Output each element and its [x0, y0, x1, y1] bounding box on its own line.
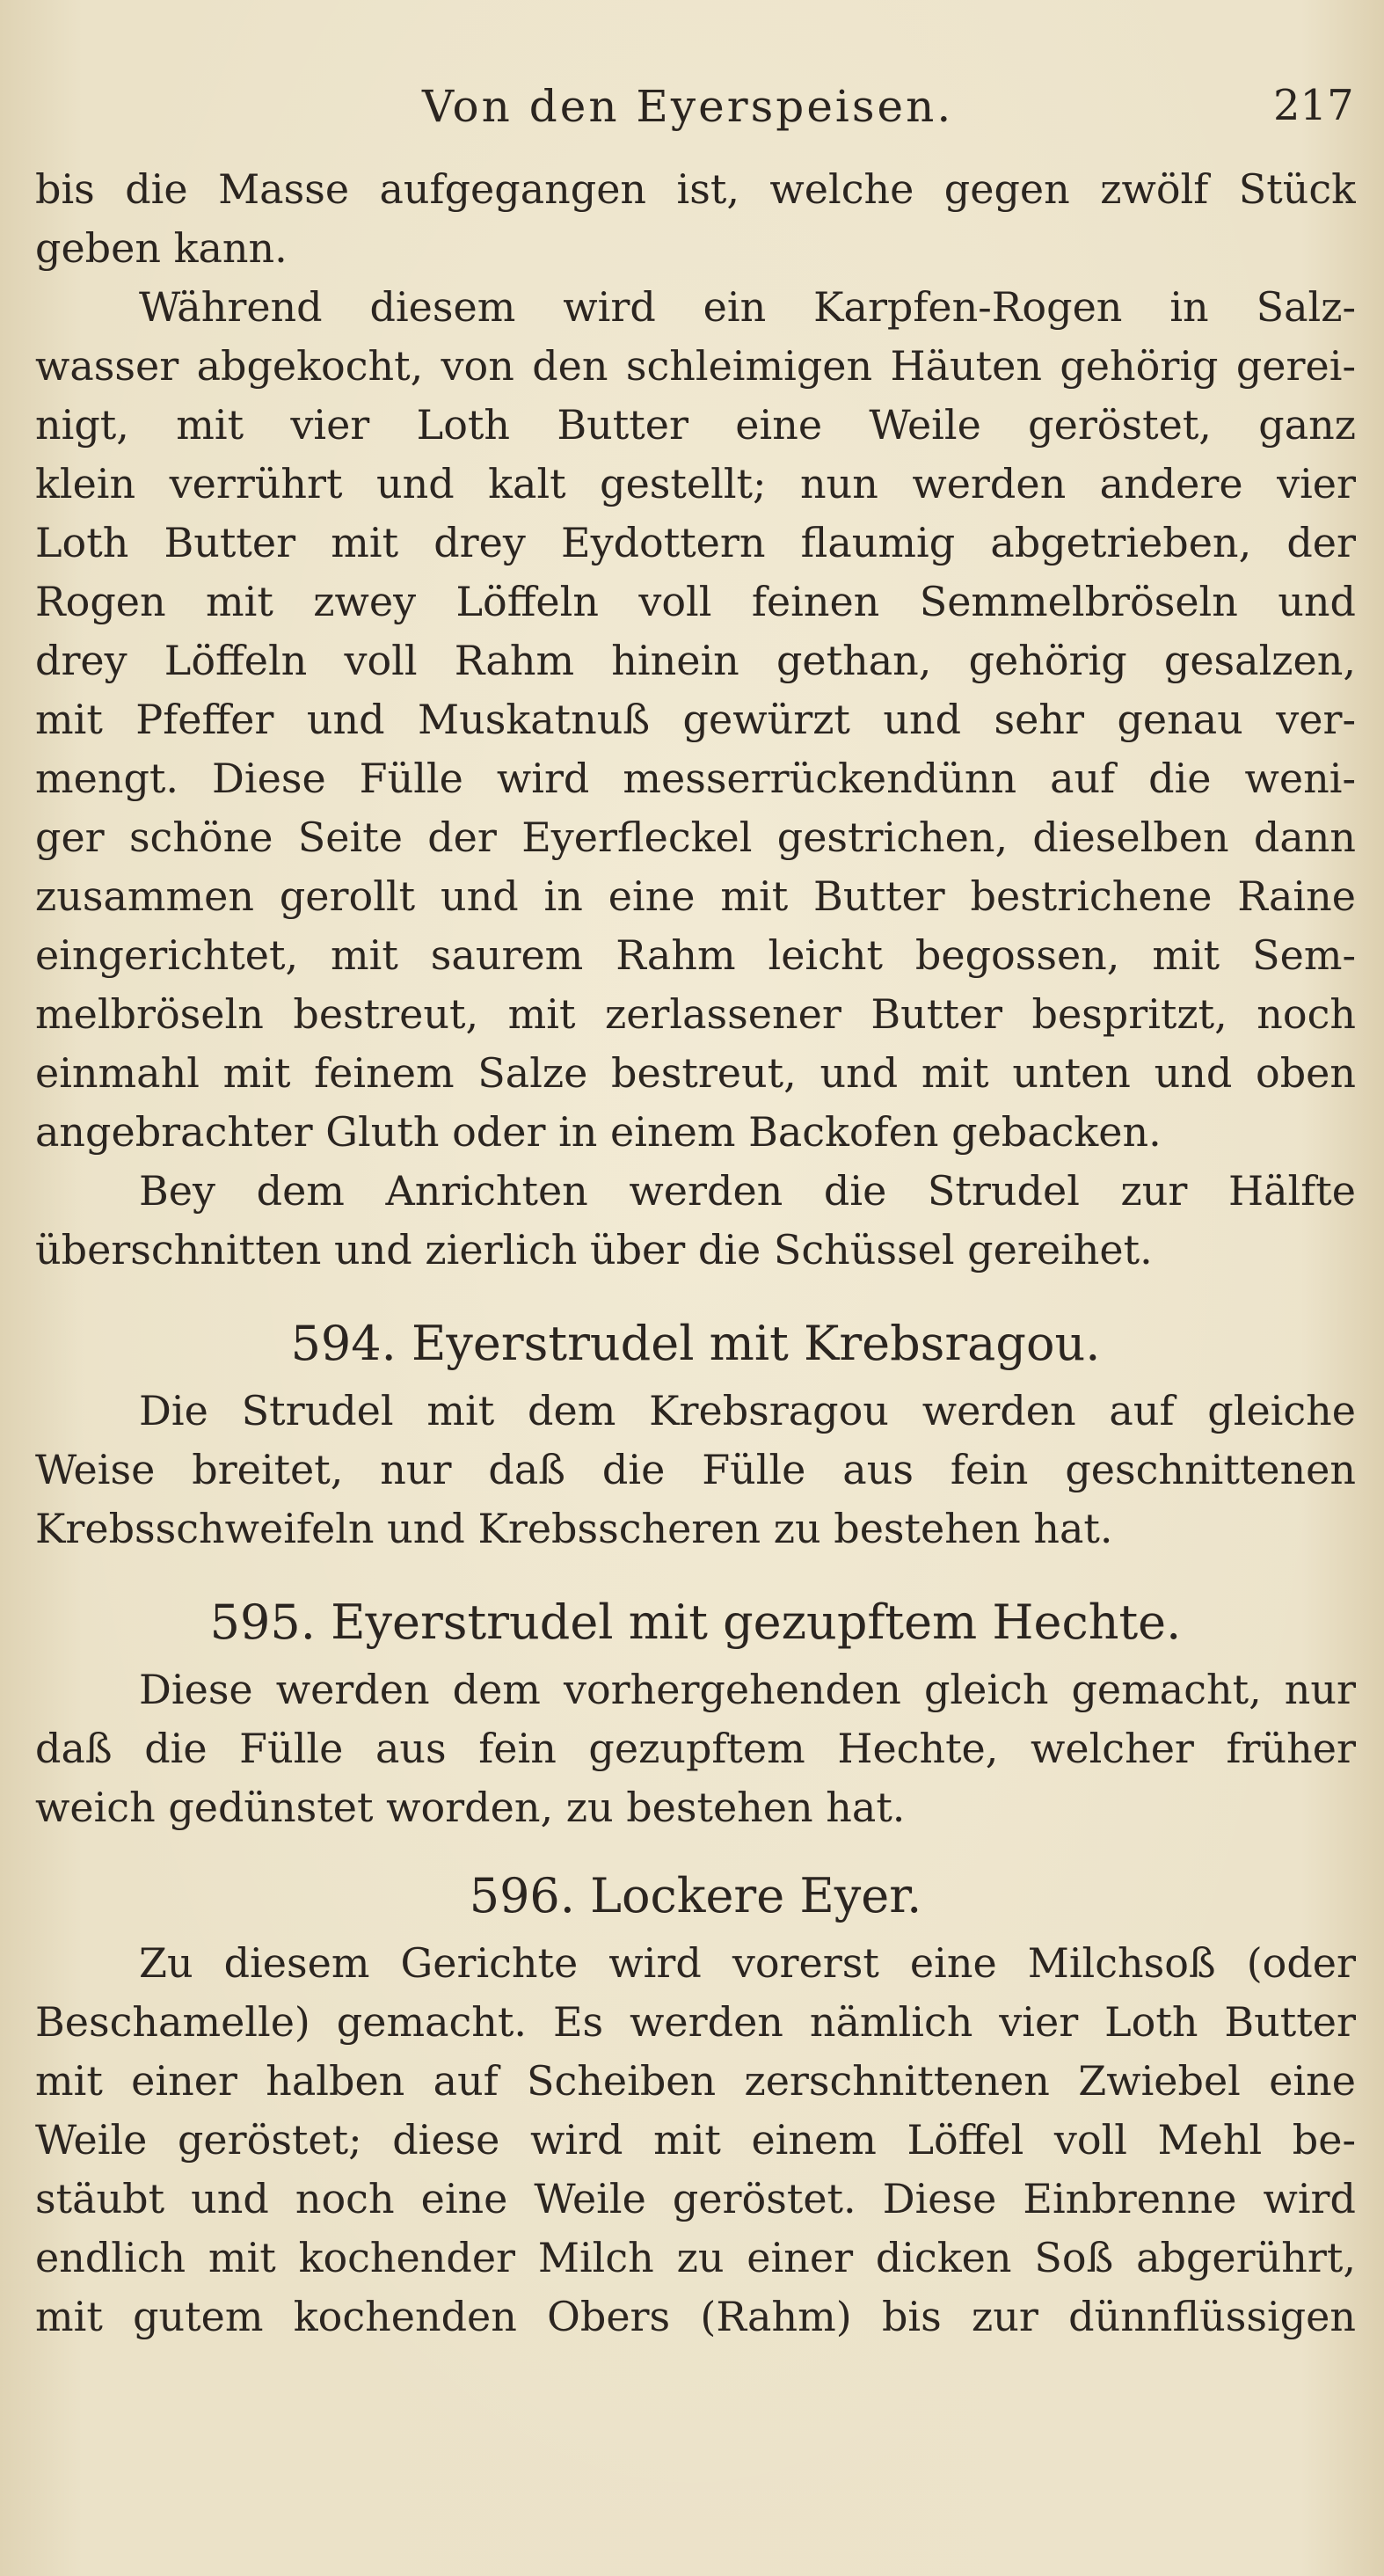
text-line: überschnitten und zierlich über die Schüssel gereihet. [35, 1226, 1153, 1273]
recipe-595 [35, 1585, 1356, 1837]
text-line: zusammen gerollt und in eine mit Butter bestrichene Raine [35, 872, 1356, 920]
text-line: Weile geröstet; diese wird mit einem Löffel voll Mehl be- [35, 2116, 1356, 2164]
text-line: Beschamelle) gemacht. Es werden nämlich vier Loth Butter [35, 1998, 1356, 2046]
text-line: Die Strudel mit dem Krebsragou werden auf gleiche [139, 1387, 1356, 1434]
text-line: Bey dem Anrichten werden die Strudel zur Hälfte [139, 1167, 1356, 1215]
text-line: bis die Masse aufgegangen ist, welche gegen zwölf Stück [35, 165, 1356, 213]
page-body [35, 160, 1356, 2346]
text-line: stäubt und noch eine Weile geröstet. Diese Einbrenne wird [35, 2175, 1356, 2222]
text-line: drey Löffeln voll Rahm hinein gethan, gehörig gesalzen, [35, 637, 1356, 684]
text-line: endlich mit kochender Milch zu einer dicken Soß abgerührt, [35, 2234, 1356, 2281]
text-line: wasser abgekocht, von den schleimigen Häuten gehörig gerei- [35, 342, 1356, 390]
text-line: Weise breitet, nur daß die Fülle aus fein geschnittenen [35, 1446, 1356, 1493]
recipe-heading: 595. Eyerstrudel mit gezupftem Hechte. [209, 1594, 1182, 1650]
text-line: geben kann. [35, 224, 288, 272]
recipe-594 [35, 1306, 1356, 1558]
text-line: Krebsschweifeln und Krebsscheren zu bestehen hat. [35, 1505, 1113, 1552]
recipe-596 [35, 1858, 1356, 2346]
text-line: Diese werden dem vorhergehenden gleich gemacht, nur [139, 1666, 1356, 1713]
recipe-heading: 596. Lockere Eyer. [469, 1868, 922, 1923]
text-line: Rogen mit zwey Löffeln voll feinen Semmelbröseln und [35, 578, 1356, 625]
page-header [0, 81, 1384, 151]
text-line: mengt. Diese Fülle wird messerrückendünn auf die weni- [35, 755, 1356, 802]
text-line: ger schöne Seite der Eyerfleckel gestrichen, dieselben dann [35, 814, 1356, 861]
text-line: einmahl mit feinem Salze bestreut, und mit unten und oben [35, 1049, 1356, 1097]
text-line: Loth Butter mit drey Eydottern flaumig abgetrieben, der [35, 519, 1356, 566]
text-line: mit Pfeffer und Muskatnuß gewürzt und sehr genau ver- [35, 696, 1356, 743]
text-line: eingerichtet, mit saurem Rahm leicht begossen, mit Sem- [35, 931, 1356, 979]
text-line: Zu diesem Gerichte wird vorerst eine Milchsoß (oder [139, 1939, 1356, 1987]
text-line: Während diesem wird ein Karpfen-Rogen in Salz- [139, 283, 1356, 331]
running-head: Von den Eyerspeisen. [422, 81, 954, 132]
text-line: mit einer halben auf Scheiben zerschnittenen Zwiebel eine [35, 2057, 1356, 2105]
text-line: angebrachter Gluth oder in einem Backofen gebacken. [35, 1108, 1162, 1156]
text-line: daß die Fülle aus fein gezupftem Hechte, welcher früher [35, 1725, 1356, 1772]
intro-paragraphs [35, 160, 1356, 1280]
text-line: klein verrührt und kalt gestellt; nun werden andere vier [35, 460, 1356, 507]
recipe-heading: 594. Eyerstrudel mit Krebsragou. [290, 1316, 1101, 1371]
text-line: nigt, mit vier Loth Butter eine Weile geröstet, ganz [35, 401, 1356, 449]
text-line: weich gedünstet worden, zu bestehen hat. [35, 1784, 906, 1831]
page-number: 217 [1273, 81, 1354, 130]
text-line: melbröseln bestreut, mit zerlassener Butter bespritzt, noch [35, 990, 1356, 1038]
text-line: mit gutem kochenden Obers (Rahm) bis zur dünnflüssigen [35, 2293, 1356, 2340]
